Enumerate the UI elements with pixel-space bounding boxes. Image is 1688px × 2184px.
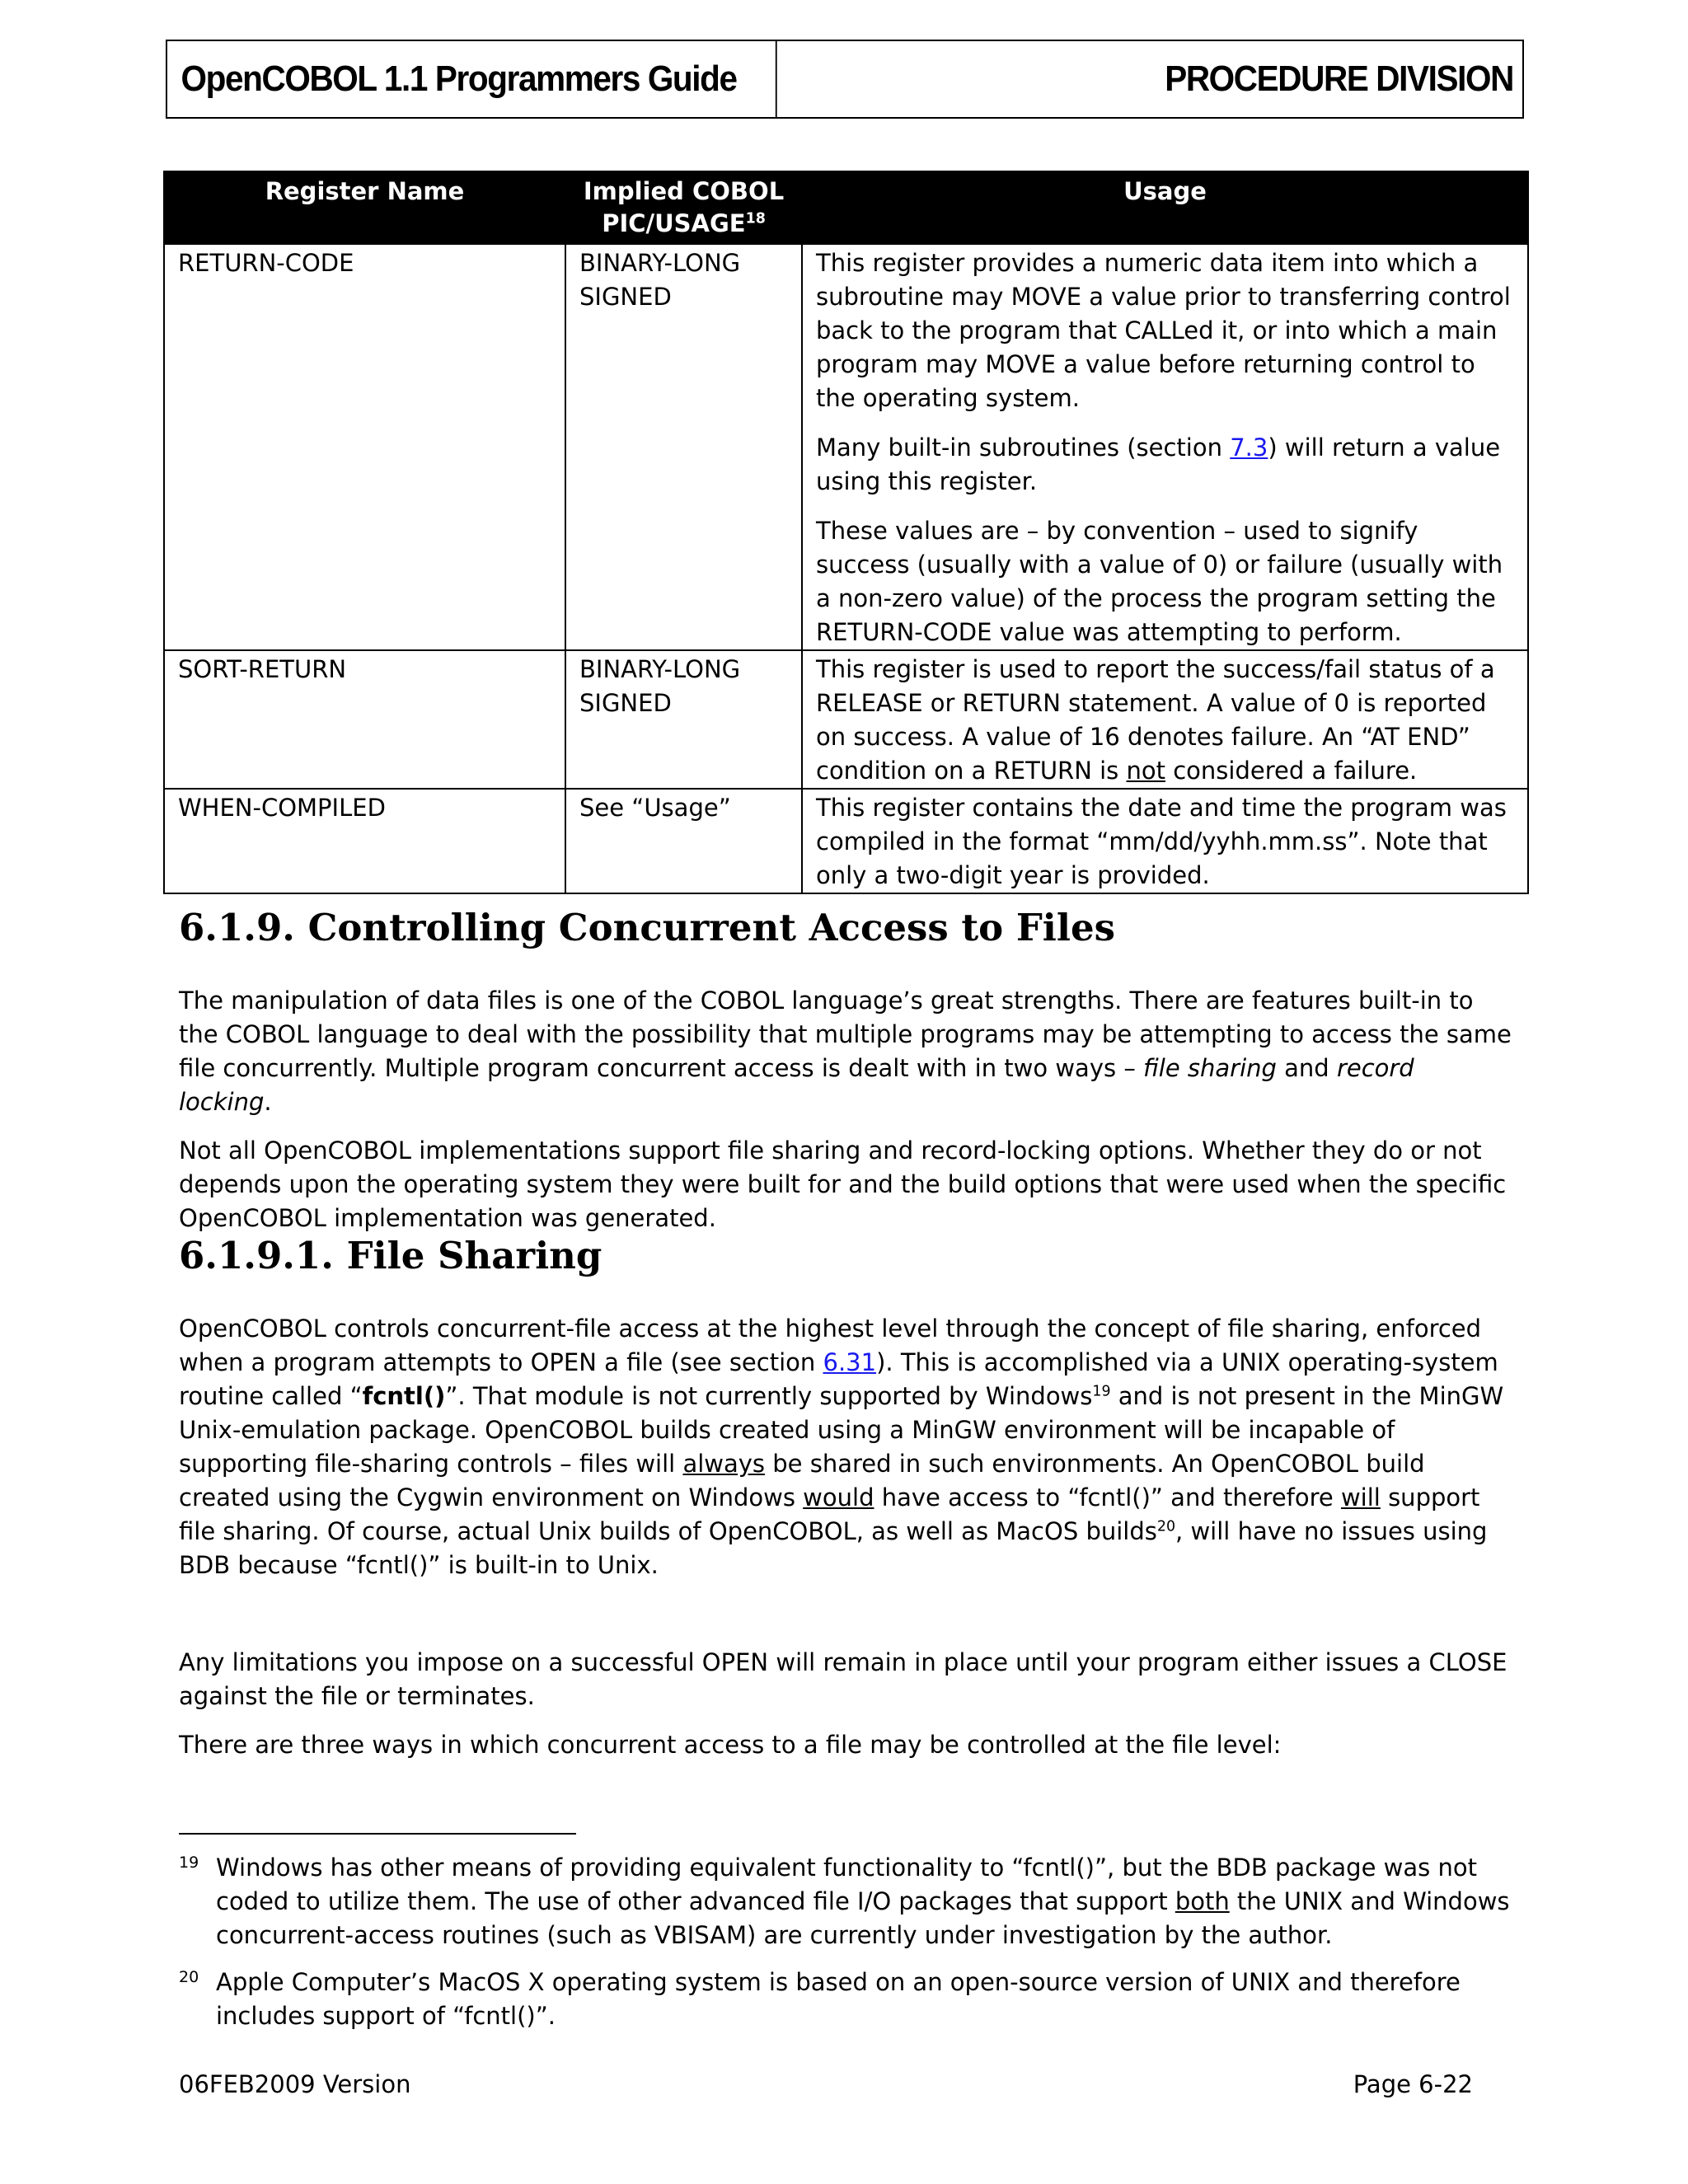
register-usage — [802, 244, 1528, 650]
section-heading-6-1-9: 6.1.9. Controlling Concurrent Access to Files — [179, 906, 1115, 949]
register-name: RETURN-CODE — [164, 244, 565, 650]
footnote-number: 19 — [179, 1854, 199, 1872]
footnote-20 — [179, 1966, 1522, 2033]
register-name: WHEN-COMPILED — [164, 789, 565, 893]
usage-paragraph: Many built-in subroutines (section 7.3) will return a value using this register. — [816, 434, 1501, 495]
register-table — [163, 171, 1529, 894]
page-header — [166, 40, 1524, 119]
version-label: 06FEB2009 Version — [179, 2070, 411, 2098]
register-usage: This register contains the date and time the program was compiled in the format “mm/dd/yyhh.mm.ss”. Note that only a two-digit year is provided. — [802, 789, 1528, 893]
footnote-separator — [179, 1833, 576, 1835]
footnote-text: Windows has other means of providing equivalent functionality to “fcntl()”, but the BDB package was not coded to utilize them. The use of other advanced file I/O packages that support both the UNIX and Windows concurrent-access routines (such as VBISAM) are currently under investigation by the author. — [216, 1854, 1510, 1949]
register-pic: BINARY-LONG SIGNED — [565, 244, 802, 650]
page-footer — [179, 2068, 1473, 2102]
footnote-ref-18: 18 — [745, 210, 766, 227]
page-number: Page 6-22 — [1353, 2070, 1473, 2098]
guide-title: OpenCOBOL 1.1 Programmers Guide — [167, 41, 777, 117]
table-row — [164, 789, 1528, 893]
body-paragraph: Any limitations you impose on a successful OPEN will remain in place until your program either issues a CLOSE against the file or terminates. — [179, 1648, 1507, 1710]
register-name: SORT-RETURN — [164, 650, 565, 789]
section-heading-6-1-9-1: 6.1.9.1. File Sharing — [179, 1234, 603, 1277]
table-row — [164, 244, 1528, 650]
section-6-1-9-1-body — [179, 1312, 1514, 1762]
register-usage: This register is used to report the success/fail status of a RELEASE or RETURN statement. A value of 0 is reported on success. A value of 16 denotes failure. An “AT END” condition on a RETURN is not considered a failure. — [802, 650, 1528, 789]
footnote-ref-19: 19 — [1092, 1383, 1111, 1400]
section-title: PROCEDURE DIVISION — [1165, 59, 1513, 99]
section-link-6-31[interactable]: 6.31 — [823, 1348, 877, 1376]
footnote-19 — [179, 1851, 1522, 1952]
table-row — [164, 650, 1528, 789]
col-header-register-name: Register Name — [164, 171, 565, 244]
section-6-1-9-body — [179, 984, 1514, 1235]
footnote-ref-20: 20 — [1156, 1518, 1176, 1535]
body-paragraph: The manipulation of data files is one of the COBOL language’s great strengths. There are features built-in to the COBOL language to deal with the possibility that multiple programs may be attempting to access the same file concurrently. Multiple program concurrent access is dealt with in two ways – file sharing and record locking. — [179, 987, 1512, 1116]
col-header-usage: Usage — [802, 171, 1528, 244]
body-paragraph: There are three ways in which concurrent access to a file may be controlled at the file level: — [179, 1731, 1282, 1759]
usage-paragraph: This register provides a numeric data item into which a subroutine may MOVE a value prior to transferring control back to the program that CALLed it, or into which a main program may MOVE a value before returning control to the operating system. — [816, 249, 1511, 412]
body-paragraph: OpenCOBOL controls concurrent-file access at the highest level through the concept of file sharing, enforced when a program attempts to OPEN a file (see section 6.31). This is accomplished via a UNIX operating-system routine called “fcntl()”. That module is not currently supported by Windows$^{19}$ and is not present in the MinGW Unix-emulation package. OpenCOBOL builds created using a MinGW environment will be incapable of supporting file-sharing controls – files will always be shared in such environments. An OpenCOBOL build created using the Cygwin environment on Windows would have access to “fcntl()” and therefore will support file sharing. Of course, actual Unix builds of OpenCOBOL, as well as MacOS builds$^{20}$, will have no issues using BDB because “fcntl()” is built-in to Unix. — [179, 1315, 1504, 1579]
table-header-row — [164, 171, 1528, 244]
register-pic: See “Usage” — [565, 789, 802, 893]
footnote-text: Apple Computer’s MacOS X operating system is based on an open-source version of UNIX and therefore includes support of “fcntl()”. — [216, 1968, 1461, 2030]
footnote-number: 20 — [179, 1968, 199, 1986]
usage-paragraph: These values are – by convention – used to signify success (usually with a value of 0) or failure (usually with a non-zero value) of the process the program setting the RETURN-CODE value was attempting to perform. — [816, 517, 1503, 646]
section-link-7-3[interactable]: 7.3 — [1230, 434, 1268, 462]
body-paragraph: Not all OpenCOBOL implementations support file sharing and record-locking options. Whether they do or not depends upon the operating system they were built for and the build options that were used when the specific OpenCOBOL implementation was generated. — [179, 1137, 1507, 1232]
col-header-pic-usage: Implied COBOL PIC/USAGE$^{18}$ — [565, 171, 802, 244]
register-pic: BINARY-LONG SIGNED — [565, 650, 802, 789]
